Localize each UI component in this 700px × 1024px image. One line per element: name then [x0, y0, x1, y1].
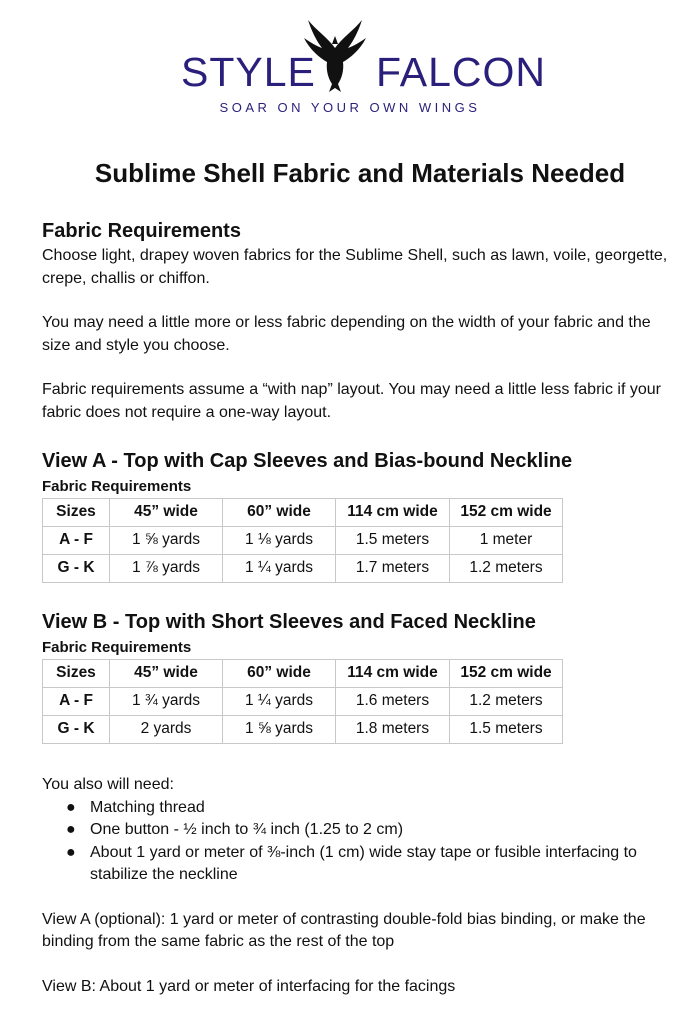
table-cell: G - K — [43, 555, 110, 583]
bullet-icon: ● — [66, 821, 76, 838]
table-cell: 1 meter — [450, 527, 563, 555]
list-item — [66, 842, 682, 887]
table-cell: 1 ⅛ yards — [223, 527, 336, 555]
view-b-table — [42, 659, 563, 744]
view-a-note: View A (optional): 1 yard or meter of contrasting double-fold bias binding, or make the binding from the same fabric as the rest of the top — [42, 910, 646, 950]
column-header: 60” wide — [223, 499, 336, 527]
brand-logo — [0, 14, 700, 124]
table-row — [43, 555, 563, 583]
table-header-row — [43, 499, 563, 527]
column-header: 45” wide — [110, 499, 223, 527]
table-cell: 1 ¼ yards — [223, 688, 336, 716]
bullet-icon: ● — [66, 843, 76, 861]
table-cell: 1 ¼ yards — [223, 555, 336, 583]
view-a-subtitle: Fabric Requirements — [42, 478, 192, 495]
view-b-note: View B: About 1 yard or meter of interfacing for the facings — [42, 977, 456, 995]
column-header: 152 cm wide — [450, 499, 563, 527]
document-body — [42, 217, 682, 998]
view-a-title: View A - Top with Cap Sleeves and Bias-bound Neckline — [42, 450, 573, 472]
list-item — [66, 797, 682, 820]
column-header: 45” wide — [110, 660, 223, 688]
list-item — [66, 819, 682, 842]
table-row — [43, 527, 563, 555]
list-item-text: Matching thread — [90, 798, 205, 816]
page-title: Sublime Shell Fabric and Materials Needed — [94, 158, 626, 188]
table-cell: 1.2 meters — [450, 688, 563, 716]
table-header-row — [43, 660, 563, 688]
view-b-subtitle: Fabric Requirements — [42, 639, 192, 656]
table-cell: 1.5 meters — [336, 527, 450, 555]
brand-name-left: STYLE — [181, 49, 316, 95]
table-cell: 1 ⅞ yards — [110, 555, 223, 583]
view-a-table — [42, 498, 563, 583]
column-header: Sizes — [43, 499, 110, 527]
table-cell: 1.2 meters — [450, 555, 563, 583]
table-row — [43, 688, 563, 716]
table-cell: A - F — [43, 527, 110, 555]
fabric-paragraph: You may need a little more or less fabric depending on the width of your fabric and the size and style you choose. — [42, 314, 651, 354]
table-cell: 1.5 meters — [450, 716, 563, 744]
list-item-text: One button - ½ inch to ¾ inch (1.25 to 2 cm) — [90, 821, 404, 838]
brand-name-right: FALCON — [376, 49, 547, 95]
fabric-paragraph: Choose light, drapey woven fabrics for the Sublime Shell, such as lawn, voile, georgette, crepe, challis or chiffon. — [42, 247, 668, 287]
view-b-title: View B - Top with Short Sleeves and Faced Neckline — [42, 611, 536, 633]
table-cell: A - F — [43, 688, 110, 716]
table-cell: 1 ¾ yards — [110, 688, 223, 716]
table-cell: 1 ⅝ yards — [110, 527, 223, 555]
column-header: 152 cm wide — [450, 660, 563, 688]
table-row — [43, 716, 563, 744]
brand-tagline: SOAR ON YOUR OWN WINGS — [219, 100, 481, 115]
materials-intro: You also will need: — [42, 776, 174, 793]
fabric-requirements-heading: Fabric Requirements — [42, 220, 241, 242]
column-header: Sizes — [43, 660, 110, 688]
table-cell: 1.6 meters — [336, 688, 450, 716]
list-item-text: About 1 yard or meter of ⅜-inch (1 cm) wide stay tape or fusible interfacing to stabilize the neckline — [90, 843, 637, 883]
fabric-paragraph: Fabric requirements assume a “with nap” layout. You may need a little less fabric if your fabric does not require a one-way layout. — [42, 381, 661, 421]
table-cell: G - K — [43, 716, 110, 744]
column-header: 114 cm wide — [336, 499, 450, 527]
table-cell: 2 yards — [110, 716, 223, 744]
falcon-icon — [302, 18, 368, 98]
table-cell: 1.8 meters — [336, 716, 450, 744]
table-cell: 1 ⅝ yards — [223, 716, 336, 744]
materials-list — [42, 797, 682, 887]
column-header: 60” wide — [223, 660, 336, 688]
column-header: 114 cm wide — [336, 660, 450, 688]
table-cell: 1.7 meters — [336, 555, 450, 583]
bullet-icon: ● — [66, 798, 76, 816]
